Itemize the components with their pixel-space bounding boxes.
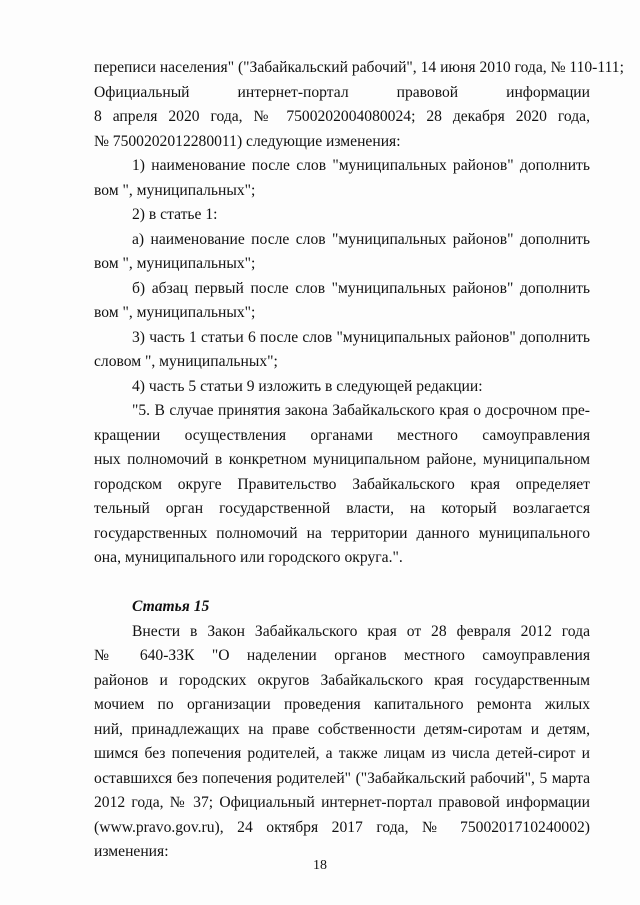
text-line: Внести в Закон Забайкальского края от 28 февраля 2012 года xyxy=(132,622,590,640)
text-line: она, муниципального или городского округа.". xyxy=(94,549,403,566)
text-line: (www.pravo.gov.ru), 24 октября 2017 года, № 7500201710240002) xyxy=(94,818,590,836)
text-line: вом ", муниципальных"; xyxy=(94,181,256,199)
text-line: "5. В случае принятия закона Забайкальского края о досрочном пре- xyxy=(132,402,590,419)
document-body xyxy=(94,56,624,865)
text-line: вом ", муниципальных"; xyxy=(94,304,256,321)
text-line: городском округе Правительство Забайкальского края определяет xyxy=(94,475,590,493)
text-line: 3) часть 1 статьи 6 после слов "муниципальных районов" дополнить xyxy=(132,328,590,346)
page-number: 18 xyxy=(313,858,327,873)
text-line: Официальный интернет-портал правовой информации xyxy=(94,83,590,101)
text-line: словом ", муниципальных"; xyxy=(94,353,278,370)
text-line: вом ", муниципальных"; xyxy=(94,255,256,272)
text-line: 8 апреля 2020 года, № 7500202004080024; 28 декабря 2020 года, xyxy=(94,108,590,125)
text-line: 2012 года, № 37; Официальный интернет-портал правовой информации xyxy=(94,794,590,811)
text-line: 2) в статье 1: xyxy=(132,206,218,223)
text-line: государственных полномочий на территории данного муниципального xyxy=(94,524,590,542)
text-line: 4) часть 5 статьи 9 изложить в следующей редакции: xyxy=(132,377,483,395)
text-line: № 7500202012280011) следующие изменения: xyxy=(94,132,401,150)
text-line: тельный орган государственной власти, на который возлагается xyxy=(94,500,590,517)
text-line: переписи населения" ("Забайкальский рабочий", 14 июня 2010 года, № 110-111; xyxy=(94,59,624,76)
text-line: мочием по организации проведения капитального ремонта жилых xyxy=(94,696,590,713)
text-line: б) абзац первый после слов "муниципальных районов" дополнить xyxy=(132,279,590,297)
text-line: кращении осуществления органами местного самоуправления xyxy=(94,426,590,444)
article-heading: Статья 15 xyxy=(132,598,210,615)
text-line: изменения: xyxy=(94,843,169,860)
text-line: шимся без попечения родителей, а также лицам из числа детей-сирот и xyxy=(94,745,590,762)
text-line: ных полномочий в конкретном муниципальном районе, муниципальном xyxy=(94,451,590,468)
text-line: а) наименование после слов "муниципальных районов" дополнить xyxy=(132,230,590,248)
text-line: районов и городских округов Забайкальского края государственным xyxy=(94,671,590,689)
text-line: ний, принадлежащих на праве собственности детям-сиротам и детям, xyxy=(94,720,590,738)
text-line: № 640-ЗЗК "О наделении органов местного самоуправления xyxy=(94,647,590,664)
paragraph-gap xyxy=(94,571,590,596)
text-line: 1) наименование после слов "муниципальных районов" дополнить xyxy=(132,157,590,174)
text-line: оставшихся без попечения родителей" ("Забайкальский рабочий", 5 марта xyxy=(94,769,590,787)
